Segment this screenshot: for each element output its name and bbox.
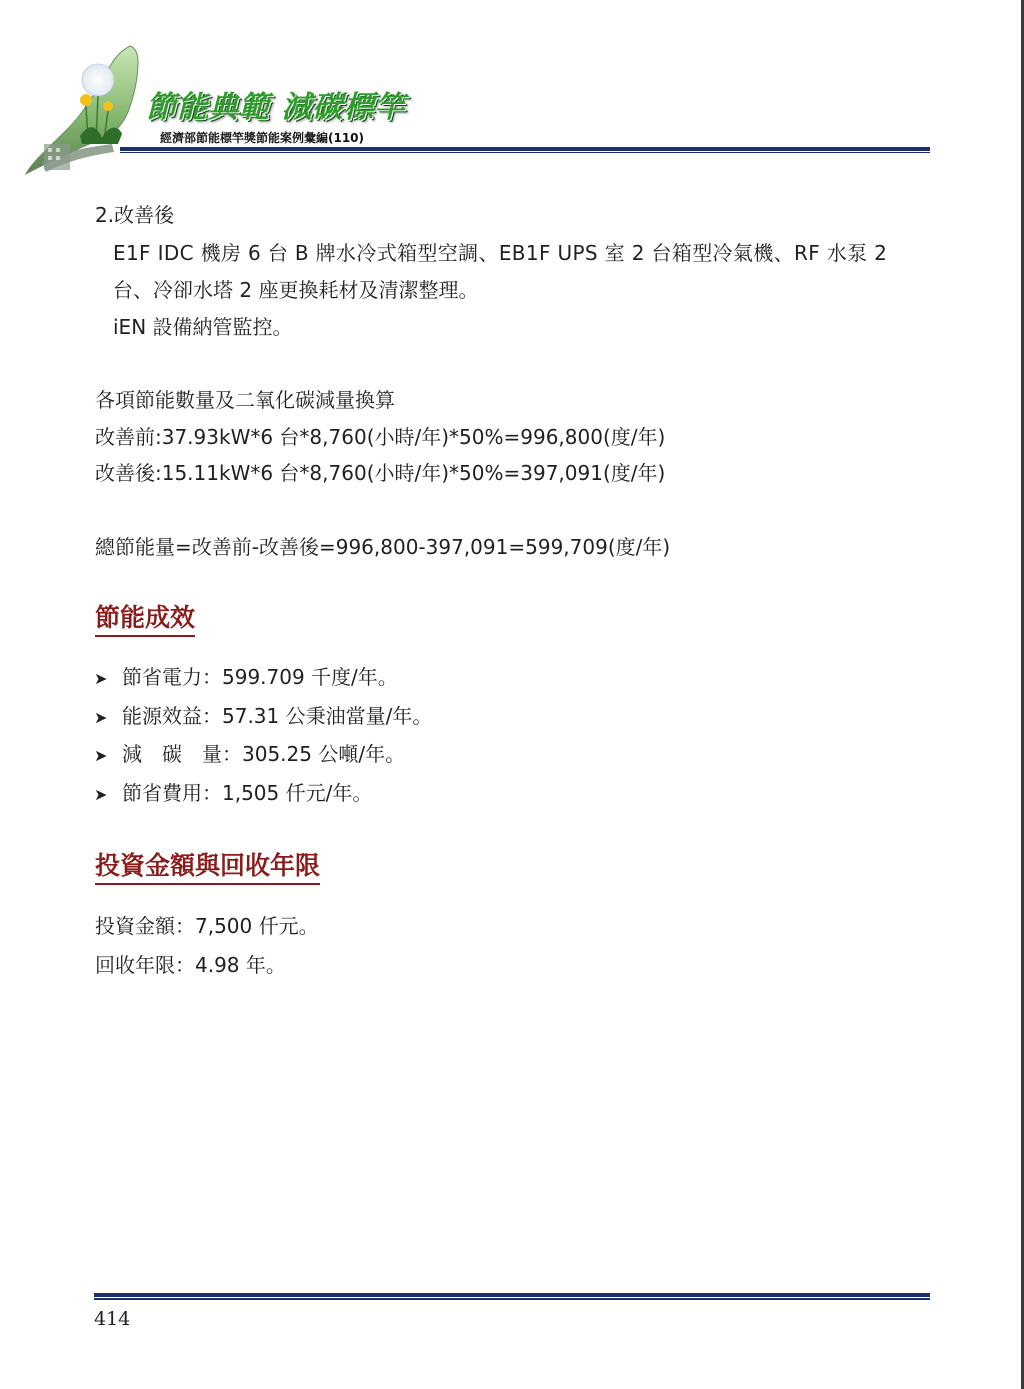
effects-item — [94, 703, 432, 731]
effects-heading: 節能成效 — [95, 602, 195, 637]
effects-item — [94, 664, 398, 692]
calculation-after: 改善後:15.11kW*6 台*8,760(小時/年)*50%=397,091(度/年) — [95, 461, 666, 485]
brand-subtitle: 經濟部節能標竿獎節能案例彙編(110) — [160, 131, 365, 145]
improvement-after-line-1: E1F IDC 機房 6 台 B 牌水冷式箱型空調、EB1F UPS 室 2 台箱型冷氣機、RF 水泵 2 — [113, 241, 888, 265]
investment-amount: 投資金額：7,500 仟元。 — [95, 914, 319, 938]
investment-payback: 回收年限：4.98 年。 — [95, 953, 286, 977]
investment-heading: 投資金額與回收年限 — [95, 850, 320, 885]
header-rule — [120, 147, 930, 153]
effects-item-text: 減 碳 量：305.25 公噸/年。 — [122, 742, 406, 766]
effects-item-text: 節省費用：1,505 仟元/年。 — [122, 781, 373, 805]
calculation-before: 改善前:37.93kW*6 台*8,760(小時/年)*50%=996,800(度/年) — [95, 425, 666, 449]
calculation-total: 總節能量=改善前-改善後=996,800-397,091=599,709(度/年) — [95, 535, 671, 559]
calculation-title: 各項節能數量及二氧化碳減量換算 — [95, 388, 395, 412]
arrowhead-bullet-icon: ➤ — [94, 785, 108, 804]
taiwan-dandelion-logo — [22, 40, 162, 180]
improvement-after-heading: 2.改善後 — [95, 203, 175, 227]
arrowhead-bullet-icon: ➤ — [94, 746, 108, 765]
page-number: 414 — [94, 1308, 131, 1330]
footer-rule — [94, 1293, 930, 1300]
improvement-after-line-2: 台、冷卻水塔 2 座更換耗材及清潔整理。 — [113, 278, 479, 302]
effects-item-text: 節省電力：599.709 千度/年。 — [122, 665, 398, 689]
arrowhead-bullet-icon: ➤ — [94, 669, 108, 688]
arrowhead-bullet-icon: ➤ — [94, 708, 108, 727]
improvement-after-line-3: iEN 設備納管監控。 — [113, 315, 293, 339]
effects-item — [94, 741, 405, 769]
brand-title: 節能典範 減碳標竿 — [146, 90, 406, 125]
effects-item — [94, 780, 372, 808]
effects-item-text: 能源效益：57.31 公秉油當量/年。 — [122, 704, 433, 728]
